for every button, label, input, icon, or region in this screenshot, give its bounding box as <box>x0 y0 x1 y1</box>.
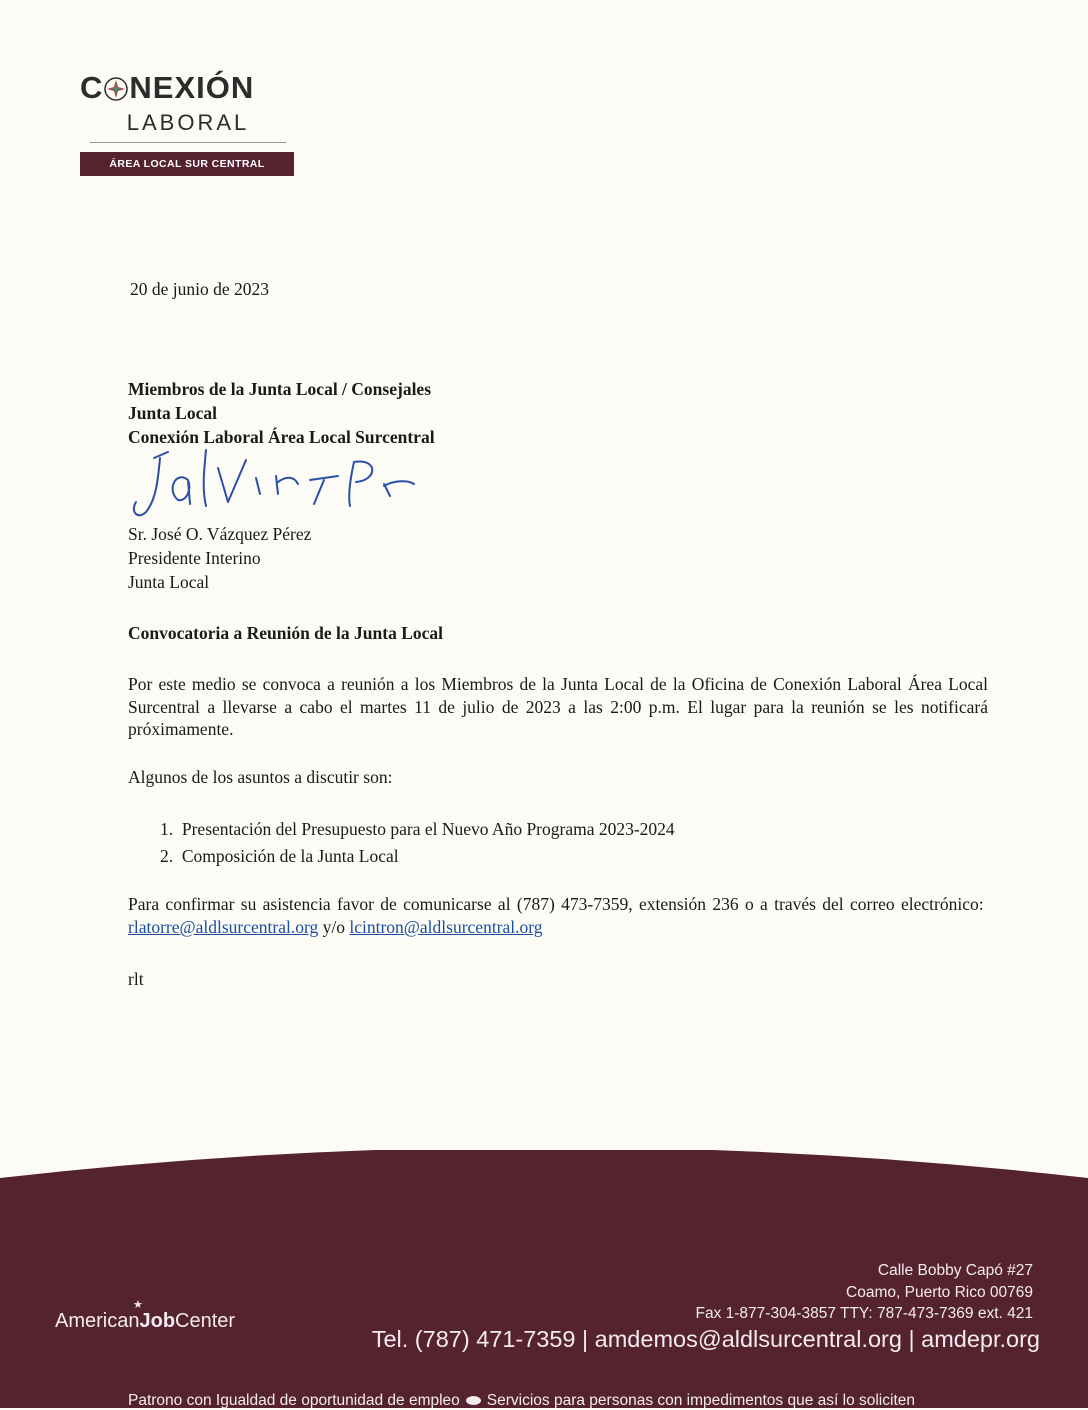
american-job-center-logo: AmericanJobCenter ★ <box>55 1299 236 1332</box>
footer-contact-line: Tel. (787) 471-7359 | amdemos@aldlsurcentral.org | amdepr.org <box>371 1326 1040 1352</box>
agenda-item: 1. Presentación del Presupuesto para el Nuevo Año Programa 2023-2024 <box>160 819 675 839</box>
footer-address-street: Calle Bobby Capó #27 <box>877 1262 1033 1279</box>
typist-initials: rlt <box>128 969 144 989</box>
letter-body: Por este medio se convoca a reunión a los Miembros de la Junta Local de la Oficina de Conexión Laboral Área Local Surcentral a llevarse a cabo el martes 11 de julio de 2023 a las 2:00 p.m. El lugar para la reunión se les notificará próximamente. <box>128 674 988 739</box>
confirm-paragraph: Para confirmar su asistencia favor de comunicarse al (787) 473-7359, extensión 236 o a través del correo electrónico: rlatorre@aldlsurcentral.org y/o lcintron@aldlsurcentral.org <box>128 894 984 937</box>
footer-fax-tty: Fax 1-877-304-3857 TTY: 787-473-7369 ext. 421 <box>695 1305 1033 1322</box>
star-icon: ★ <box>133 1299 143 1311</box>
logo-wordmark: C NEXIÓN <box>80 70 255 105</box>
letter-subject: Convocatoria a Reunión de la Junta Local <box>128 623 444 643</box>
sender-organization: Junta Local <box>128 572 210 592</box>
sender-name: Sr. José O. Vázquez Pérez <box>128 524 312 544</box>
logo-divider <box>90 142 286 143</box>
recipient-line-2: Junta Local <box>128 403 217 423</box>
recipient-line-1: Miembros de la Junta Local / Consejales <box>128 379 432 399</box>
logo-star-icon <box>104 77 128 101</box>
bullet-icon <box>466 1396 481 1405</box>
organization-logo <box>80 70 296 143</box>
recipient-line-3: Conexión Laboral Área Local Surcentral <box>128 427 435 447</box>
agenda-intro: Algunos de los asuntos a discutir son: <box>128 767 393 787</box>
agenda-item: 2. Composición de la Junta Local <box>160 846 399 866</box>
footer-equal-opportunity: Patrono con Igualdad de oportunidad de empleo Servicios para personas con impedimentos que así lo soliciten <box>128 1392 915 1409</box>
logo-subtitle: LABORAL <box>126 110 250 135</box>
area-band: ÁREA LOCAL SUR CENTRAL <box>80 152 294 176</box>
letter-date: 20 de junio de 2023 <box>130 279 270 299</box>
email-link-lcintron[interactable]: lcintron@aldlsurcentral.org <box>349 917 543 937</box>
sender-title: Presidente Interino <box>128 548 261 568</box>
footer-address-city: Coamo, Puerto Rico 00769 <box>846 1284 1033 1301</box>
email-link-rlatorre[interactable]: rlatorre@aldlsurcentral.org <box>128 917 319 937</box>
handwritten-signature <box>128 440 428 530</box>
